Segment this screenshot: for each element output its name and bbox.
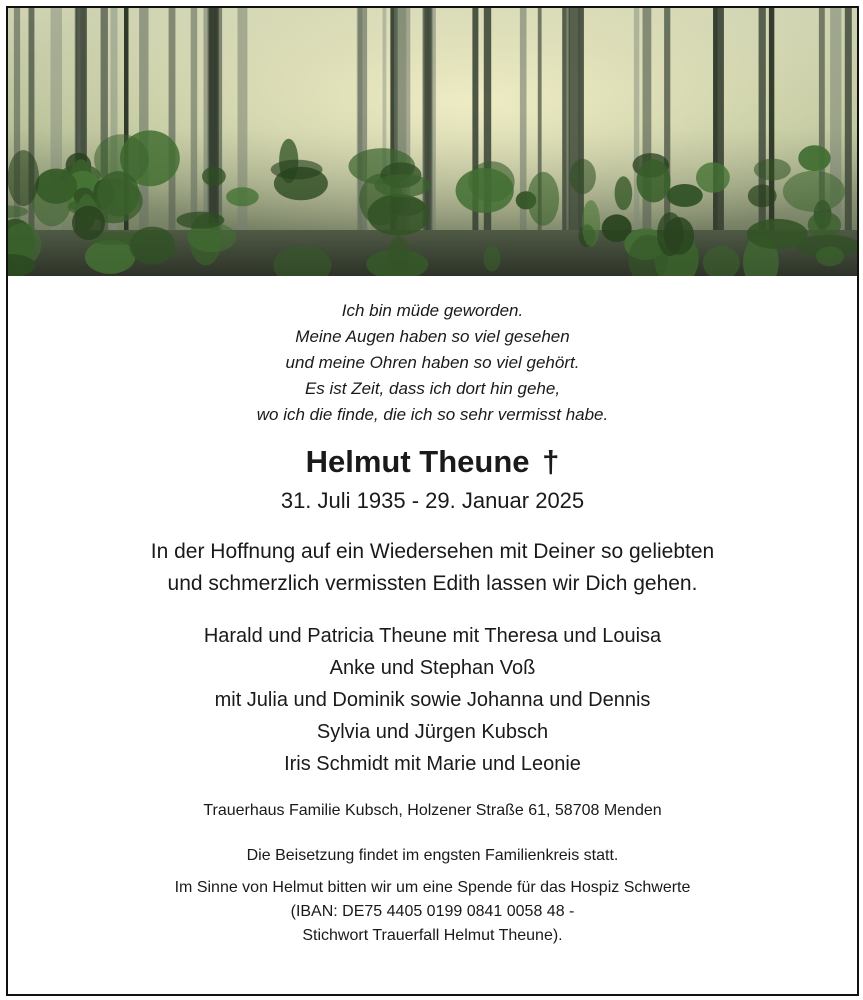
- mourning-house-address: Trauerhaus Familie Kubsch, Holzener Straße 61, 58708 Menden: [203, 802, 662, 819]
- mourner: Iris Schmidt mit Marie und Leonie: [284, 753, 581, 775]
- poem-line: Es ist Zeit, dass ich dort hin gehe,: [304, 379, 561, 398]
- donation-line: Im Sinne von Helmut bitten wir um eine Spende für das Hospiz Schwerte: [174, 879, 691, 896]
- poem-line: Ich bin müde geworden.: [341, 301, 524, 320]
- mourner: mit Julia und Dominik sowie Johanna und Dennis: [214, 689, 651, 711]
- life-dates: 31. Juli 1935 - 29. Januar 2025: [280, 488, 585, 513]
- obituary-card: [6, 6, 859, 996]
- burial-note: Die Beisetzung findet im engsten Familienkreis statt.: [246, 847, 619, 864]
- mourner: Anke und Stephan Voß: [329, 657, 536, 679]
- forest-image: [8, 8, 857, 276]
- mourner: Harald und Patricia Theune mit Theresa und Louisa: [203, 625, 662, 647]
- cross-icon: †: [542, 444, 560, 479]
- donation-line: (IBAN: DE75 4405 0199 0841 0058 48 -: [290, 903, 575, 920]
- poem: [8, 298, 857, 428]
- mourners-list: [8, 620, 857, 780]
- notes: [8, 844, 857, 948]
- mourner: Sylvia und Jürgen Kubsch: [316, 721, 549, 743]
- donation-line: Stichwort Trauerfall Helmut Theune).: [302, 927, 563, 944]
- poem-line: wo ich die finde, die ich so sehr vermisst habe.: [256, 405, 609, 424]
- deceased-name-heading: [8, 442, 857, 482]
- poem-line: Meine Augen haben so viel gesehen: [295, 327, 570, 346]
- deceased-name: Helmut Theune: [305, 444, 530, 479]
- farewell-line: und schmerzlich vermissten Edith lassen wir Dich gehen.: [167, 572, 698, 595]
- poem-line: und meine Ohren haben so viel gehört.: [285, 353, 580, 372]
- obituary-text: [8, 276, 857, 948]
- farewell-text: [8, 536, 857, 600]
- farewell-line: In der Hoffnung auf ein Wiedersehen mit Deiner so geliebten: [150, 540, 715, 563]
